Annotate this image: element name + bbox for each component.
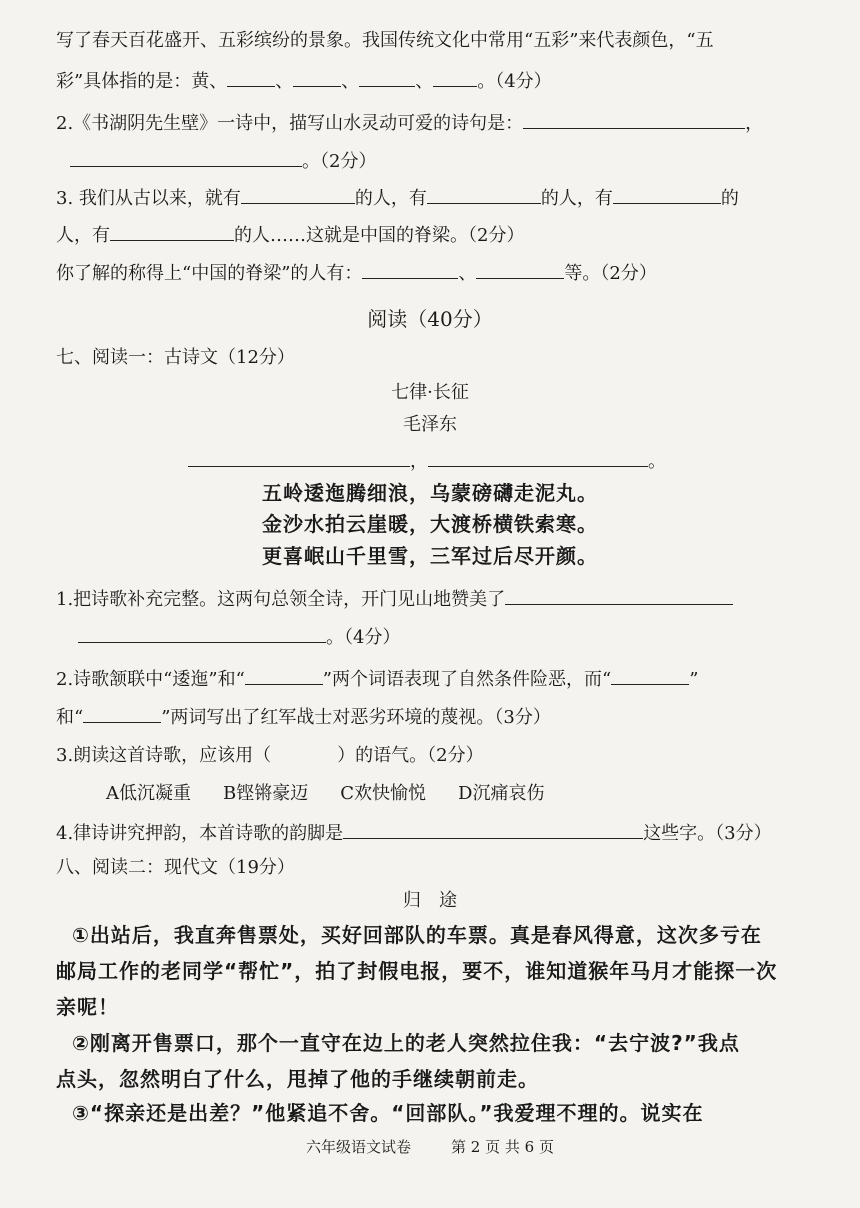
story-paragraph-3-line-1: ③“探亲还是出差？”他紧追不舍。“回部队。”我爱理不理的。说实在 [72, 1101, 704, 1125]
answer-blank[interactable] [343, 818, 643, 839]
question-3-line-1: 3. 我们从古以来，就有 的人，有 的人，有 的 [56, 183, 804, 212]
question-3-line-2: 人，有 的人……这就是中国的脊梁。（2分） [56, 220, 804, 249]
answer-blank[interactable] [613, 183, 721, 204]
story-title: 归 途 [403, 890, 457, 911]
poem-question-2-line-1: 2.诗歌颔联中“逶迤”和“ ”两个词语表现了自然条件险恶，而“ ” [56, 664, 804, 693]
page-number: 第 2 页 共 6 页 [451, 1138, 554, 1156]
poem-question-1-line-1: 1.把诗歌补充完整。这两句总领全诗，开门见山地赞美了 [56, 584, 804, 613]
poem-line: 金沙水拍云崖暖，大渡桥横铁索寒。 [262, 512, 598, 536]
poem-blank-line: ， 。 [56, 446, 804, 475]
answer-blank[interactable] [110, 220, 234, 241]
answer-blank[interactable] [427, 183, 541, 204]
answer-blank[interactable] [293, 66, 341, 87]
answer-blank[interactable] [241, 183, 355, 204]
answer-blank[interactable] [188, 446, 410, 467]
option-c[interactable]: C欢快愉悦 [340, 783, 427, 804]
poem-question-2-line-2: 和“ ”两词写出了红军战士对恶劣环境的蔑视。（3分） [56, 702, 804, 731]
reading-section-title: 阅读（40分） [367, 307, 493, 331]
section-8-title: 八、阅读二：现代文（19分） [56, 857, 295, 878]
answer-blank[interactable] [428, 446, 648, 467]
answer-blank[interactable] [227, 66, 275, 87]
answer-blank[interactable] [611, 664, 689, 685]
question-2-line-2: 。（2分） [56, 146, 804, 175]
answer-blank[interactable] [433, 66, 477, 87]
poem-title: 七律·长征 [391, 382, 469, 403]
story-paragraph-1-line-3: 亲呢！ [56, 995, 119, 1019]
answer-blank[interactable] [245, 664, 323, 685]
poem-line: 更喜岷山千里雪，三军过后尽开颜。 [262, 544, 598, 568]
answer-blank[interactable] [523, 108, 745, 129]
question-2-line-1: 2.《书湖阴先生壁》一诗中，描写山水灵动可爱的诗句是： ， [56, 108, 804, 137]
answer-blank[interactable] [70, 146, 302, 167]
answer-blank[interactable] [78, 622, 326, 643]
story-paragraph-2-line-2: 点头，忽然明白了什么，甩掉了他的手继续朝前走。 [56, 1067, 539, 1091]
poem-question-1-line-2: 。（4分） [56, 622, 804, 651]
poem-question-3: 3.朗读这首诗歌，应该用（ ）的语气。（2分） [56, 745, 484, 766]
poem-line: 五岭逶迤腾细浪，乌蒙磅礴走泥丸。 [262, 481, 598, 505]
poem-question-3-options [56, 781, 804, 807]
page-footer [56, 1134, 804, 1160]
story-paragraph-1-line-2: 邮局工作的老同学“帮忙”，拍了封假电报，要不，谁知道猴年马月才能探一次 [56, 959, 778, 983]
section-7-title: 七、阅读一：古诗文（12分） [56, 347, 295, 368]
five-colors-line-2: 彩”具体指的是：黄、 、 、 、 。（4分） [56, 66, 804, 95]
story-paragraph-1-line-1: ①出站后，我直奔售票处，买好回部队的车票。真是春风得意，这次多亏在 [72, 923, 762, 947]
poem-author: 毛泽东 [403, 414, 457, 435]
answer-blank[interactable] [359, 66, 415, 87]
option-b[interactable]: B铿锵豪迈 [223, 783, 309, 804]
answer-blank[interactable] [505, 584, 733, 605]
answer-blank[interactable] [83, 702, 161, 723]
five-colors-line-1: 写了春天百花盛开、五彩缤纷的景象。我国传统文化中常用“五彩”来代表颜色，“五 [56, 30, 714, 51]
question-3-line-3: 你了解的称得上“中国的脊梁”的人有： 、 等。（2分） [56, 258, 804, 287]
exam-name: 六年级语文试卷 [306, 1138, 412, 1156]
answer-blank[interactable] [476, 258, 564, 279]
story-paragraph-2-line-1: ②刚离开售票口，那个一直守在边上的老人突然拉住我：“去宁波?”我点 [72, 1031, 740, 1055]
poem-question-4: 4.律诗讲究押韵，本首诗歌的韵脚是 这些字。（3分） [56, 818, 804, 847]
option-a[interactable]: A低沉凝重 [106, 783, 191, 804]
option-d[interactable]: D沉痛哀伤 [458, 783, 545, 804]
answer-blank[interactable] [362, 258, 458, 279]
